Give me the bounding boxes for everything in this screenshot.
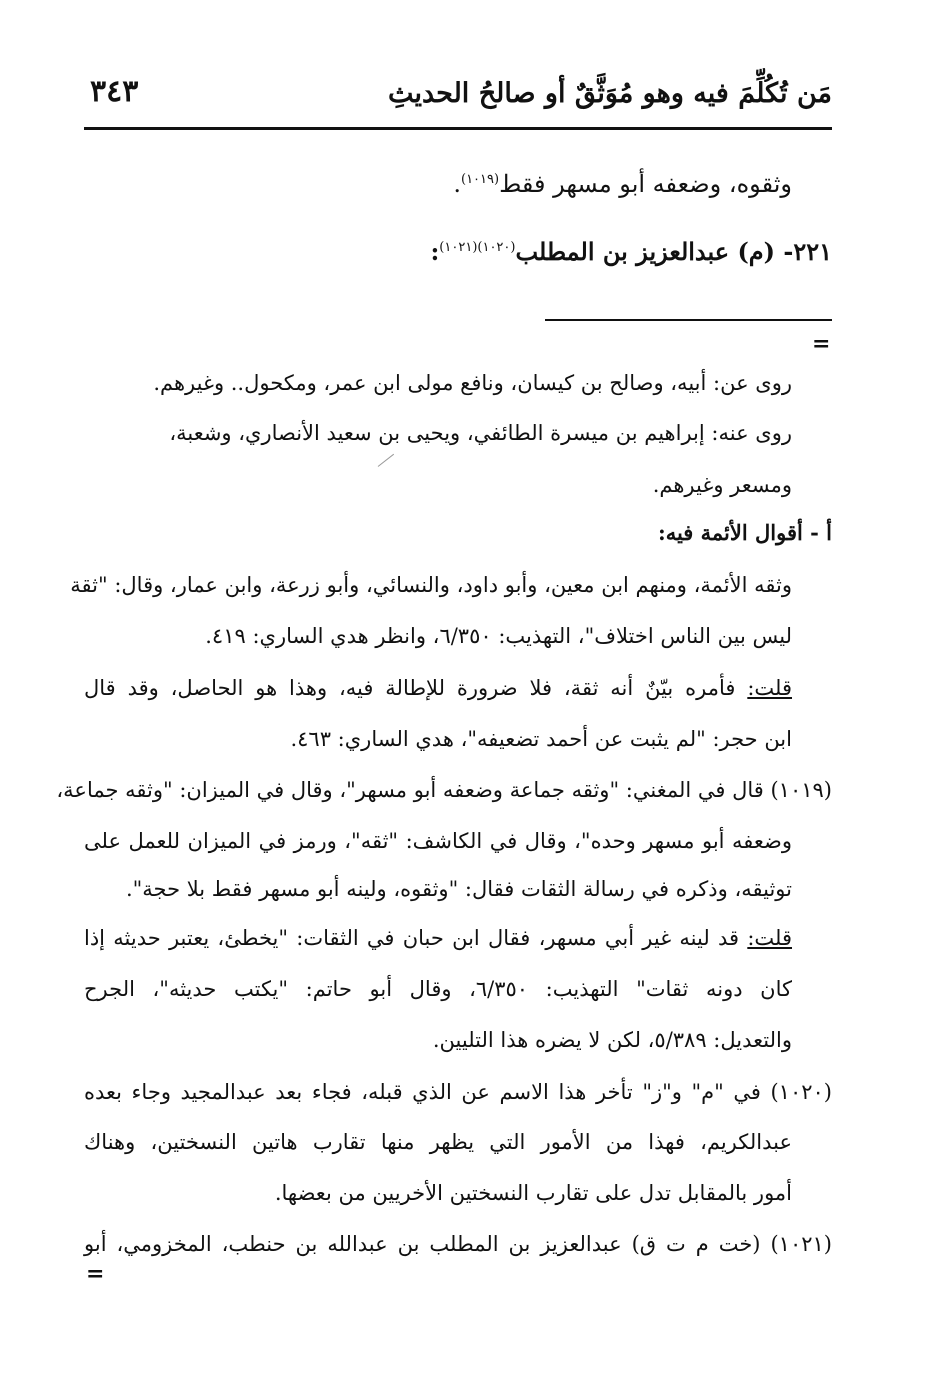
footnote-1019-line-1: (١٠١٩) قال في المغني: "وثقه جماعة وضعفه أبو مسهر"، وقال في الميزان: "وثقه جماعة، (56, 778, 832, 802)
footnote-separator (545, 319, 832, 321)
footnote-1019-line-2: وضعفه أبو مسهر وحده"، وقال في الكاشف: "ثقه"، ورمز في الميزان للعمل على (84, 829, 792, 853)
footnote-1020-line-1: (١٠٢٠) في "م" و"ز" تأخر هذا الاسم عن الذي قبله، فجاء بعد عبدالمجيد وجاء بعده (84, 1080, 832, 1104)
footnote-1019-line-5: كان دونه ثقات" التهذيب: ٦/٣٥٠، وقال أبو حاتم: "يكتب حديثه"، الجرح (84, 977, 792, 1001)
footnote-1019-line-4 (84, 923, 792, 953)
continuation-mark-bottom: = (86, 1261, 105, 1287)
page-number: ٣٤٣ (90, 74, 139, 109)
note-line-8: ابن حجر: "لم يثبت عن أحمد تضعيفه"، هدي الساري: ٤٦٣. (290, 727, 792, 751)
footnote-1020-line-2: عبدالكريم، فهذا من الأمور التي يظهر منها تقارب هاتين النسختين، وهناك (84, 1130, 792, 1154)
header-rule (84, 127, 832, 130)
footnote-1020-line-3: أمور بالمقابل تدل على تقارب النسختين الأخريين من بعضها. (274, 1181, 792, 1205)
entry-heading (84, 228, 832, 272)
note-line-1: روى عن: أبيه، وصالح بن كيسان، ونافع مولى ابن عمر، ومكحول.. وغيرهم. (153, 371, 792, 395)
header-title: مَن تُكُلِّمَ فيه وهو مُوَثَّقٌ أو صالحُ الحديثِ (387, 78, 832, 109)
note-line-6: ليس بين الناس اختلاف"، التهذيب: ٦/٣٥٠، وانظر هدي الساري: ٤١٩. (205, 624, 792, 648)
footnote-1021-line-1: (١٠٢١) (خت م ت ق) عبدالعزيز بن المطلب بن عبدالله بن حنطب، المخزومي، أبو (84, 1232, 832, 1256)
qultu-label: قلت: (747, 676, 792, 700)
note-line-7 (84, 673, 792, 703)
note-line-3: ومسعر وغيرهم. (652, 473, 792, 497)
footnote-ref-1020[interactable]: (١٠٢٠) (477, 240, 516, 255)
footnote-1019-line-3: توثيقه، وذكره في رسالة الثقات فقال: "وثقوه، ولينه أبو مسهر فقط بلا حجة". (125, 877, 792, 901)
qultu-label-2: قلت: (747, 926, 792, 950)
footnote-1019-line-4-rest: قد لينه غير أبي مسهر، فقال ابن حبان في الثقات: "يخطئ، يعتبر حديثه إذا (84, 926, 748, 950)
body-line-1-text: وثقوه، وضعفه أبو مسهر فقط (499, 170, 792, 198)
note-line-7-rest: فأمره بيّنٌ أنه ثقة، فلا ضرورة للإطالة فيه، وهذا هو الحاصل، وقد قال (84, 676, 748, 700)
running-header (84, 70, 832, 126)
body-line-1 (84, 162, 792, 202)
footnote-ref-1019[interactable]: (١٠١٩) (460, 172, 500, 187)
section-heading-a: أ - أقوال الأئمة فيه: (657, 520, 832, 545)
note-line-5: وثقه الأئمة، ومنهم ابن معين، وأبو داود، والنسائي، وأبو زرعة، وابن عمار، وقال: "ثقة (70, 573, 792, 597)
entry-heading-end: : (430, 237, 440, 266)
footnote-ref-1021[interactable]: (١٠٢١) (439, 240, 478, 255)
stray-mark (378, 454, 394, 467)
entry-heading-text: ٢٢١- (م) عبدالعزيز بن المطلب (515, 237, 832, 266)
body-line-1-end: . (453, 170, 461, 198)
footnote-1019-line-6: والتعديل: ٥/٣٨٩، لكن لا يضره هذا التليين. (432, 1028, 792, 1052)
note-line-2: روى عنه: إبراهيم بن ميسرة الطائفي، ويحيى بن سعيد الأنصاري، وشعبة، (169, 421, 792, 445)
continuation-mark-top: = (812, 331, 831, 357)
